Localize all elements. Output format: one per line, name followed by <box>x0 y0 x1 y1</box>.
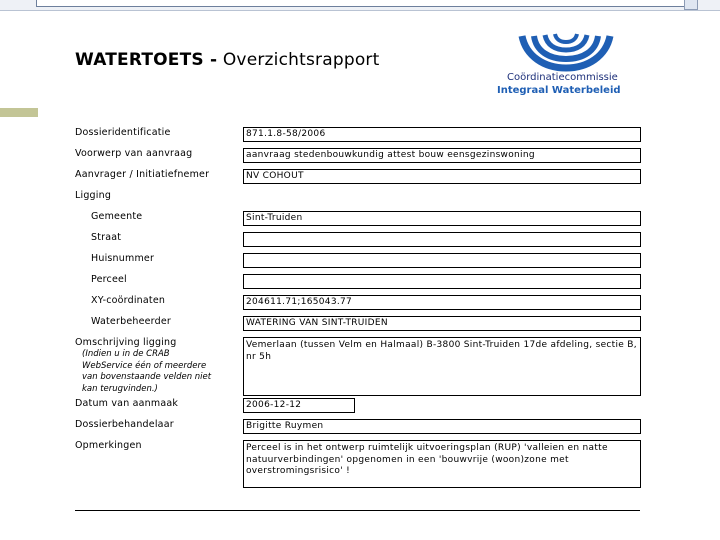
field-dossier-id: 871.1.8-58/2006 <box>243 127 641 142</box>
note-line: kan terugvinden.) <box>82 383 158 394</box>
label-aanvrager: Aanvrager / Initiatiefnemer <box>75 169 210 180</box>
field-behandelaar: Brigitte Ruymen <box>243 419 641 434</box>
label-straat: Straat <box>91 232 122 243</box>
note-line: van bovenstaande velden niet <box>82 372 212 382</box>
field-xy: 204611.71;165043.77 <box>243 295 641 310</box>
field-waterbeheerder: WATERING VAN SINT-TRUIDEN <box>243 316 641 331</box>
page-title <box>75 50 379 70</box>
note-line: WebService één of meerdere <box>82 360 207 371</box>
label-waterbeheerder: Waterbeheerder <box>91 316 171 327</box>
title-bold: WATERTOETS - <box>75 50 218 70</box>
field-perceel <box>243 274 641 289</box>
bottom-divider <box>75 510 640 511</box>
label-xy: XY-coördinaten <box>91 295 166 306</box>
label-dossier-id: Dossieridentificatie <box>75 127 171 138</box>
note-line: (Indien u in de CRAB <box>82 349 170 359</box>
omschrijving-note <box>82 349 211 395</box>
label-opmerkingen: Opmerkingen <box>75 440 142 451</box>
label-ligging: Ligging <box>75 190 112 201</box>
logo-text-line1: Coördinatiecommissie <box>507 72 618 83</box>
field-gemeente: Sint-Truiden <box>243 211 641 226</box>
label-voorwerp: Voorwerp van aanvraag <box>75 148 193 159</box>
label-omschrijving: Omschrijving ligging <box>75 337 177 348</box>
field-opmerkingen: Perceel is in het ontwerp ruimtelijk uitvoeringsplan (RUP) 'valleien en natte natuurverbindingen' opgenomen in een 'bouwvrije (woon)zone met overstromingsrisico' ! <box>243 440 641 488</box>
label-perceel: Perceel <box>91 274 127 285</box>
field-datum: 2006-12-12 <box>243 398 355 413</box>
label-behandelaar: Dossierbehandelaar <box>75 419 174 430</box>
logo-text-line2: Integraal Waterbeleid <box>497 85 621 96</box>
scroll-up-button[interactable] <box>684 0 698 10</box>
label-gemeente: Gemeente <box>91 211 143 222</box>
browser-frame-edge <box>36 0 686 7</box>
label-datum: Datum van aanmaak <box>75 398 179 409</box>
field-straat <box>243 232 641 247</box>
side-accent-bar <box>0 108 38 117</box>
field-omschrijving: Vemerlaan (tussen Velm en Halmaal) B-3800 Sint-Truiden 17de afdeling, sectie B, nr 5h <box>243 337 641 396</box>
field-voorwerp: aanvraag stedenbouwkundig attest bouw eensgezinswoning <box>243 148 641 163</box>
browser-top-bar <box>0 0 720 11</box>
field-huisnummer <box>243 253 641 268</box>
field-aanvrager: NV COHOUT <box>243 169 641 184</box>
label-huisnummer: Huisnummer <box>91 253 155 264</box>
title-rest: Overzichtsrapport <box>217 50 380 70</box>
logo-rings-icon <box>516 22 616 74</box>
